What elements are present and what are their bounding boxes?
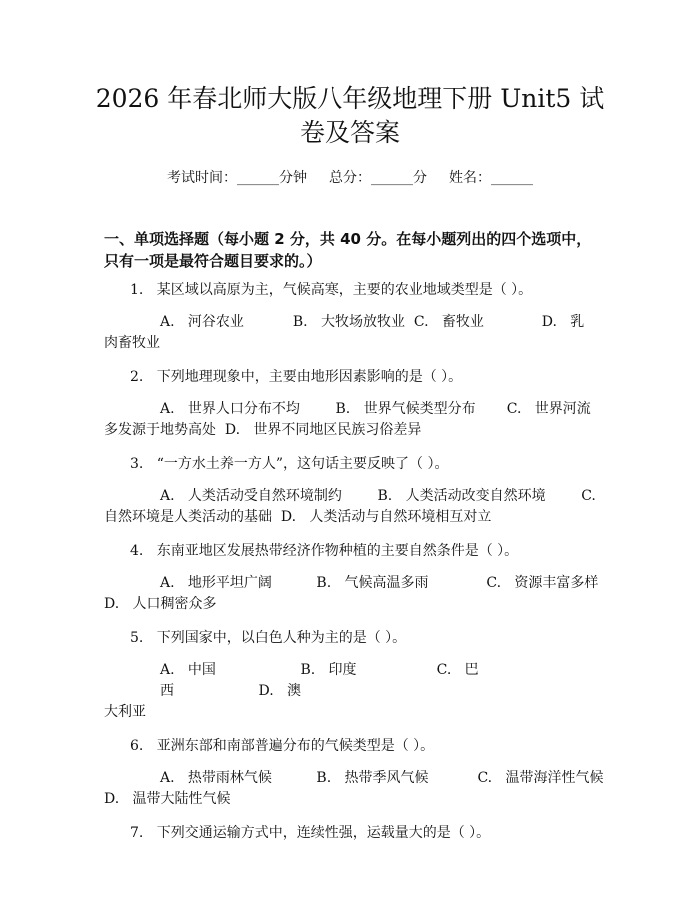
section-heading: 一、单项选择题（每小题 2 分，共 40 分。在每小题列出的四个选项中，只有一项是最符合题目要求的。） [104, 230, 592, 270]
question-1-text: 1. 某区域以高原为主，气候高寒，主要的农业地域类型是（ ）。 [130, 282, 533, 298]
question-5-text: 5. 下列国家中，以白色人种为主的是（ ）。 [130, 630, 407, 646]
question-list [104, 280, 604, 855]
question-2-options-line-2: 多发源于地势高处 D. 世界不同地区民族习俗差异 [104, 422, 422, 438]
question-4-options [104, 573, 604, 615]
question-5-options [104, 660, 604, 723]
question-3-options-line-2: 自然环境是人类活动的基础 D. 人类活动与自然环境相互对立 [104, 509, 492, 525]
question-5-options-line-1: A. 中国 B. 印度 C. 巴西 D. 澳 [160, 662, 479, 699]
question-6-text: 6. 亚洲东部和南部普遍分布的气候类型是（ ）。 [130, 738, 435, 754]
total-score-label: 总分：______分 [329, 170, 427, 186]
document-title [0, 82, 700, 150]
question-2-options [104, 399, 604, 441]
title-line-2: 卷及答案 [299, 118, 400, 147]
question-1-options-line-1: A. 河谷农业 B. 大牧场放牧业 C. 畜牧业 D. 乳 [160, 314, 585, 330]
question-3-options [104, 486, 604, 528]
question-1-options-line-2: 肉畜牧业 [104, 335, 160, 351]
question-5-options-line-2: 大利亚 [104, 704, 146, 720]
question-3-text: 3. “一方水土养一方人”，这句话主要反映了（ ）。 [130, 456, 449, 472]
question-1-options [104, 312, 604, 354]
question-4-options-line-1: A. 地形平坦广阔 B. 气候高温多雨 C. 资源丰富多样 [160, 575, 599, 591]
question-4-text: 4. 东南亚地区发展热带经济作物种植的主要自然条件是（ ）。 [130, 543, 519, 559]
question-2-text: 2. 下列地理现象中，主要由地形因素影响的是（ ）。 [130, 369, 463, 385]
question-3-options-line-1: A. 人类活动受自然环境制约 B. 人类活动改变自然环境 C. [160, 488, 596, 504]
title-line-1: 2026 年春北师大版八年级地理下册 Unit5 试 [95, 84, 605, 113]
question-6-options-line-2: D. 温带大陆性气候 [104, 791, 231, 807]
question-6-options [104, 768, 604, 810]
exam-time-label: 考试时间：______分钟 [167, 170, 307, 186]
question-6-options-line-1: A. 热带雨林气候 B. 热带季风气候 C. 温带海洋性气候 [160, 770, 604, 786]
question-7-text: 7. 下列交通运输方式中，连续性强，运载量大的是（ ）。 [130, 825, 491, 841]
question-2-options-line-1: A. 世界人口分布不均 B. 世界气候类型分布 C. 世界河流 [160, 401, 591, 417]
student-name-label: 姓名：______ [449, 170, 533, 186]
exam-meta [0, 168, 700, 188]
question-4-options-line-2: D. 人口稠密众多 [104, 596, 217, 612]
